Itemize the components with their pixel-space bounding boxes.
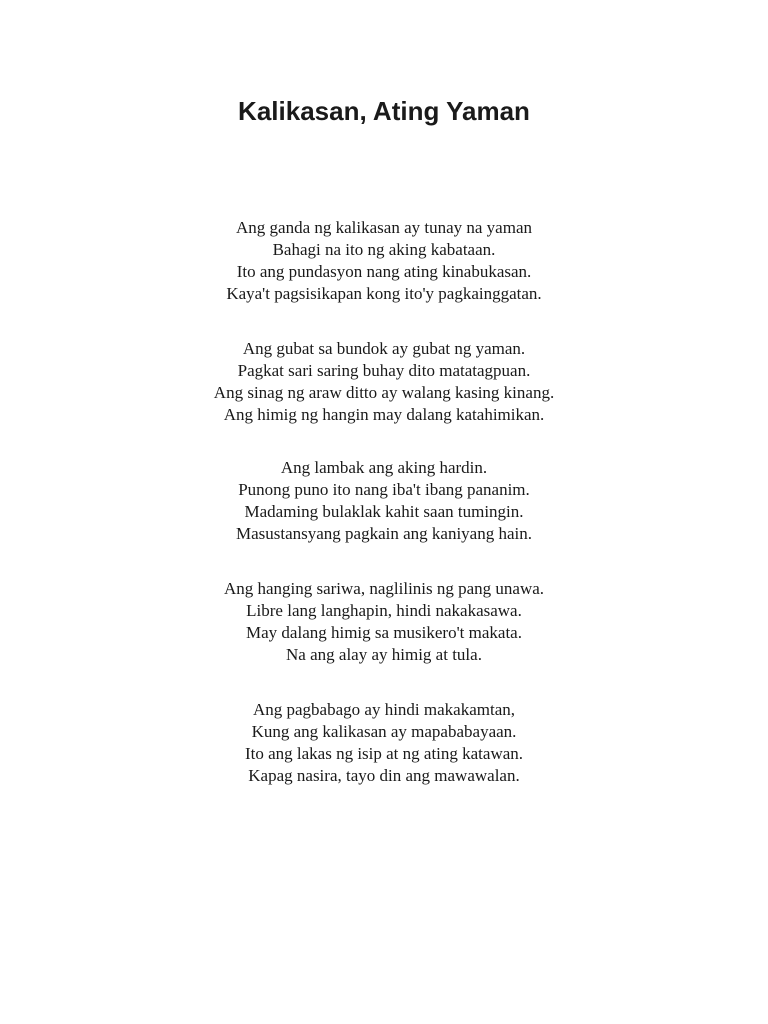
stanza-line: Ito ang lakas ng isip at ng ating katawan. bbox=[244, 744, 524, 763]
stanza-5 bbox=[0, 699, 768, 787]
stanza-line: Ang sinag ng araw ditto ay walang kasing kinang. bbox=[213, 383, 555, 402]
stanza-line: Masustansyang pagkain ang kaniyang hain. bbox=[235, 524, 532, 543]
stanza-line: Ang gubat sa bundok ay gubat ng yaman. bbox=[242, 339, 526, 358]
stanza-line: Ang himig ng hangin may dalang katahimikan. bbox=[223, 405, 545, 424]
stanza-line: Na ang alay ay himig at tula. bbox=[286, 645, 482, 664]
stanza-line: Pagkat sari saring buhay dito matatagpuan. bbox=[237, 361, 531, 380]
stanza-line: Ito ang pundasyon nang ating kinabukasan. bbox=[236, 262, 532, 281]
stanza-3 bbox=[0, 457, 768, 545]
poem-title: Kalikasan, Ating Yaman bbox=[238, 96, 530, 126]
stanza-line: Punong puno ito nang iba't ibang pananim. bbox=[238, 480, 530, 499]
stanza-line: Ang hanging sariwa, naglilinis ng pang unawa. bbox=[223, 579, 545, 598]
stanza-line: Kaya't pagsisikapan kong ito'y pagkainggatan. bbox=[226, 284, 542, 303]
stanza-line: Kung ang kalikasan ay mapababayaan. bbox=[251, 722, 517, 741]
stanza-line: Libre lang langhapin, hindi nakakasawa. bbox=[246, 601, 522, 620]
stanza-line: Ang pagbabago ay hindi makakamtan, bbox=[252, 700, 515, 719]
stanza-line: Bahagi na ito ng aking kabataan. bbox=[272, 240, 496, 259]
stanza-line: Ang lambak ang aking hardin. bbox=[280, 458, 488, 477]
stanza-line: Madaming bulaklak kahit saan tumingin. bbox=[244, 502, 524, 521]
stanza-line: Ang ganda ng kalikasan ay tunay na yaman bbox=[236, 218, 532, 237]
stanza-line: May dalang himig sa musikero't makata. bbox=[246, 623, 522, 642]
stanza-line: Kapag nasira, tayo din ang mawawalan. bbox=[248, 766, 520, 785]
stanza-2 bbox=[0, 338, 768, 426]
stanza-1 bbox=[0, 217, 768, 305]
stanza-4 bbox=[0, 578, 768, 666]
